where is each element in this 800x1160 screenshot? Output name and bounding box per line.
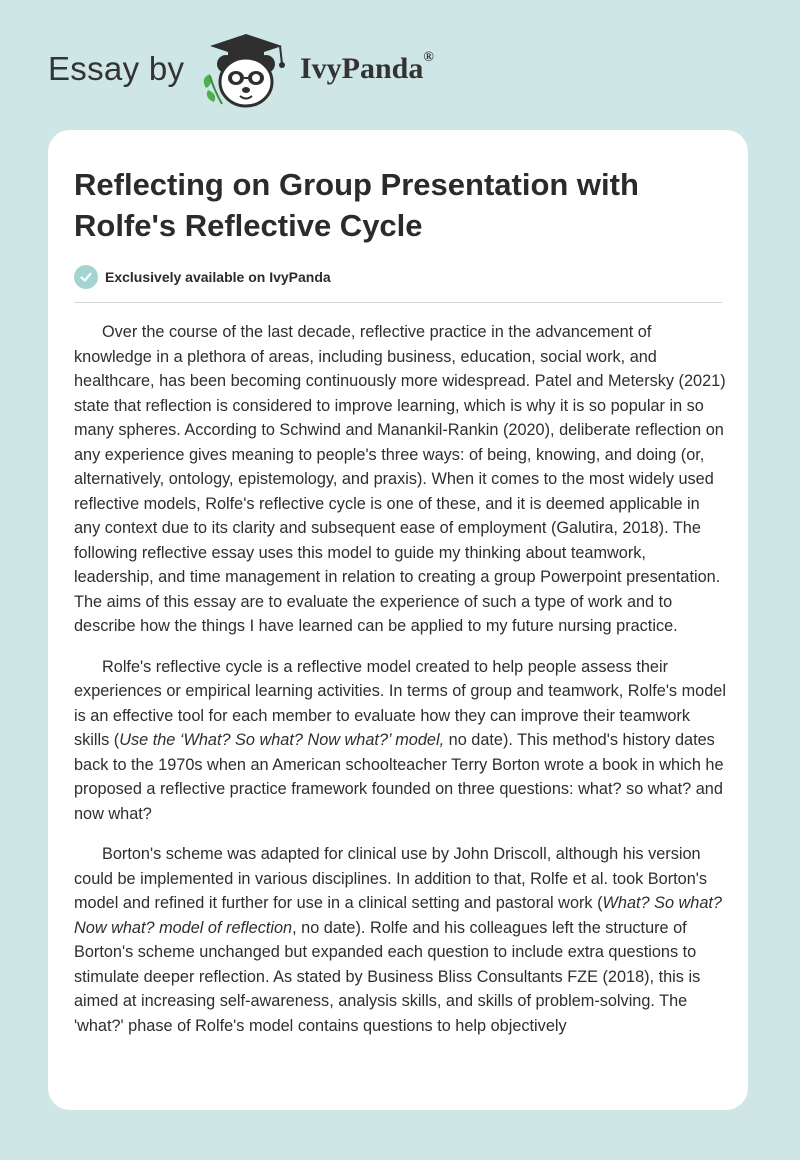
- essay-body: [74, 320, 726, 1054]
- check-circle-icon: [74, 265, 98, 289]
- registered-mark: ®: [423, 50, 434, 65]
- brand-prefix: Essay by: [48, 50, 185, 87]
- panda-graduate-logo-icon[interactable]: [200, 32, 296, 112]
- paragraph-text: Over the course of the last decade, reflective practice in the advancement of knowledge in a plethora of areas, including business, education, social work, and healthcare, has been becoming continuously more widespread. Patel and Metersky (2021) state that reflection is considered to improve learning, which is why it is so popular in so many spheres. According to Schwind and Manankil-Rankin (2020), deliberate reflection on any experience gives meaning to people's three ways: of being, knowing, and doing (or, alternatively, ontology, epistemology, and praxis). When it comes to the most widely used reflective models, Rolfe's reflective cycle is one of these, and it is deemed applicable in any context due to its clarity and subsequent ease of employment (Galutira, 2018). The following reflective essay uses this model to guide my thinking about teamwork, leadership, and time management in relation to creating a group Powerpoint presentation. The aims of this essay are to evaluate the experience of such a type of work and to describe how the things I have learned can be applied to my future nursing practice.: [74, 323, 726, 635]
- brand-name[interactable]: IvyPanda®: [300, 50, 434, 85]
- paragraph-text: Borton's scheme was adapted for clinical use by John Driscoll, although his version could be implemented in various disciplines. In addition to that, Rolfe et al. took Borton's model and refined it further for use in a clinical setting and pastoral work (: [74, 845, 708, 912]
- paragraph-text: no date). This method's history dates back to the 1970s when an American schoolteacher Terry Borton wrote a book in which he proposed a reflective practice framework founded on three questions: what? so what? and now what?: [74, 731, 724, 823]
- paragraph: [74, 320, 726, 639]
- essay-card: [48, 130, 748, 1110]
- exclusive-badge: [74, 264, 331, 290]
- cited-title: Use the ‘What? So what? Now what?’ model,: [119, 731, 445, 749]
- paragraph: [74, 842, 726, 1038]
- divider: [74, 302, 722, 303]
- cited-title: What? So what? Now what? model of reflection: [74, 894, 722, 937]
- paragraph: [74, 655, 726, 827]
- essay-title: Reflecting on Group Presentation with Rolfe's Reflective Cycle: [74, 167, 639, 243]
- paragraph-text: Rolfe's reflective cycle is a reflective model created to help people assess their experiences or empirical learning activities. In terms of group and teamwork, Rolfe's model is an effective tool for each member to evaluate how they can improve their teamwork skills (: [74, 657, 726, 749]
- site-header: [0, 0, 800, 130]
- badge-text: Exclusively available on IvyPanda: [105, 269, 331, 285]
- paragraph-text: , no date). Rolfe and his colleagues left the structure of Borton's scheme unchanged but expanded each question to include extra questions to stimulate deeper reflection. As stated by Business Bliss Consultants FZE (2018), this is aimed at increasing self-awareness, analysis skills, and skills of problem-solving. The 'what?' phase of Rolfe's model contains questions to help objectively: [74, 918, 701, 1035]
